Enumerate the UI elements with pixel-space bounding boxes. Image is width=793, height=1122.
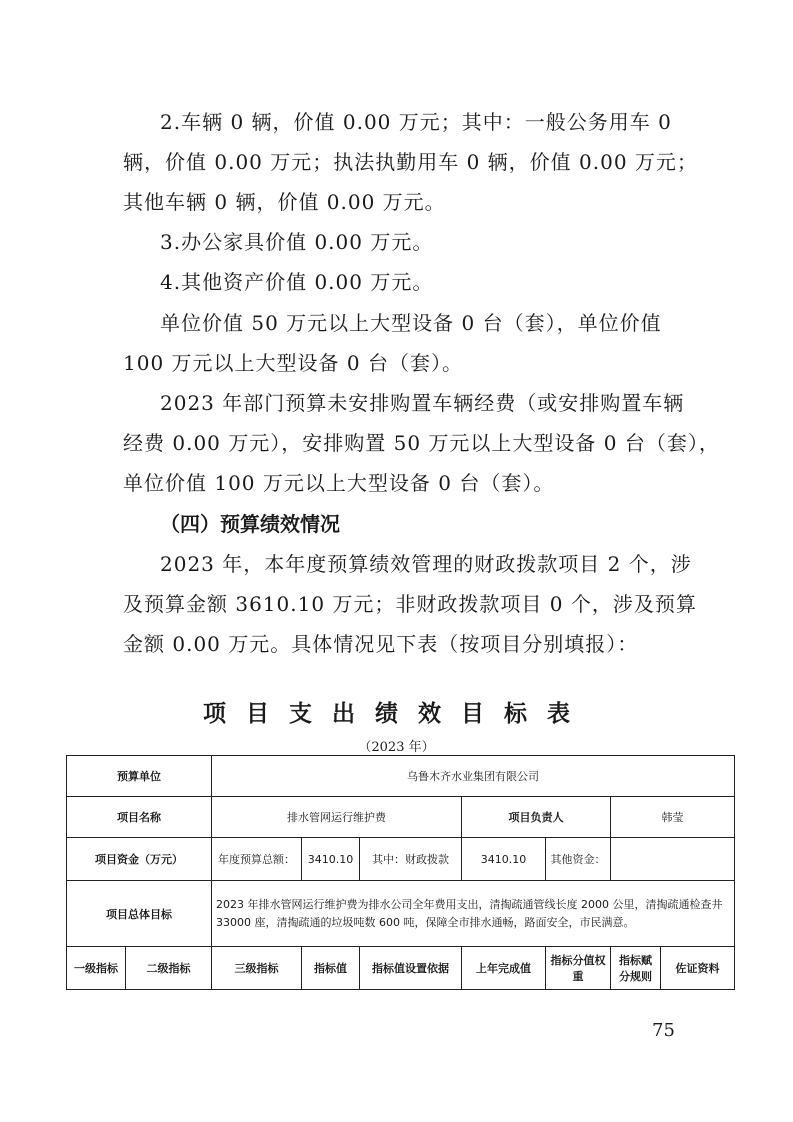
body-line: 2.车辆 0 辆，价值 0.00 万元；其中：一般公务用车 0 bbox=[160, 110, 672, 134]
header-cell: 佐证资料 bbox=[661, 947, 735, 990]
other-value bbox=[611, 838, 735, 881]
body-line: 金额 0.00 万元。具体情况见下表（按项目分别填报）： bbox=[123, 632, 639, 656]
project-label: 项目名称 bbox=[67, 797, 212, 838]
body-line: 4.其他资产价值 0.00 万元。 bbox=[160, 270, 434, 294]
header-cell: 一级指标 bbox=[67, 947, 126, 990]
header-cell: 指标值设置依据 bbox=[360, 947, 462, 990]
fiscal-value: 3410.10 bbox=[462, 838, 546, 881]
header-cell: 二级指标 bbox=[126, 947, 212, 990]
header-cell: 上年完成值 bbox=[462, 947, 546, 990]
leader-value: 韩莹 bbox=[611, 797, 735, 838]
performance-table bbox=[66, 755, 735, 990]
annual-total-value: 3410.10 bbox=[302, 838, 360, 881]
header-cell: 指标分值权重 bbox=[546, 947, 611, 990]
header-cell: 指标赋分规则 bbox=[611, 947, 661, 990]
body-line: 单位价值 100 万元以上大型设备 0 台（套）。 bbox=[123, 471, 555, 495]
unit-value: 乌鲁木齐水业集团有限公司 bbox=[212, 756, 735, 797]
body-line: 经费 0.00 万元），安排购置 50 万元以上大型设备 0 台（套）， bbox=[123, 431, 720, 455]
goal-label: 项目总体目标 bbox=[67, 881, 212, 947]
body-line: 及预算金额 3610.10 万元；非财政拨款项目 0 个，涉及预算 bbox=[123, 592, 697, 616]
header-cell: 三级指标 bbox=[212, 947, 302, 990]
section-heading: （四）预算绩效情况 bbox=[160, 512, 340, 536]
project-value: 排水管网运行维护费 bbox=[212, 797, 462, 838]
goal-text: 2023 年排水管网运行维护费为排水公司全年费用支出，清掏疏通管线长度 2000 公里，清掏疏通检查井 33000 座，清掏疏通的垃圾吨数 600 吨，保障全市排水通畅，路面安全，市民满意。 bbox=[212, 881, 735, 947]
body-line: 辆，价值 0.00 万元；执法执勤用车 0 辆，价值 0.00 万元； bbox=[123, 150, 698, 174]
body-line: 2023 年部门预算未安排购置车辆经费（或安排购置车辆 bbox=[160, 391, 685, 415]
page-number: 75 bbox=[652, 1020, 675, 1041]
header-cell: 指标值 bbox=[302, 947, 360, 990]
funds-label: 项目资金（万元） bbox=[67, 838, 212, 881]
body-line: 3.办公家具价值 0.00 万元。 bbox=[160, 230, 434, 254]
body-line: 100 万元以上大型设备 0 台（套）。 bbox=[123, 351, 463, 375]
body-line: 2023 年，本年度预算绩效管理的财政拨款项目 2 个，涉 bbox=[160, 552, 692, 576]
body-line: 单位价值 50 万元以上大型设备 0 台（套），单位价值 bbox=[160, 311, 662, 335]
unit-label: 预算单位 bbox=[67, 756, 212, 797]
table-year: （2023 年） bbox=[358, 740, 435, 755]
body-line: 其他车辆 0 辆，价值 0.00 万元。 bbox=[123, 190, 446, 214]
table-title: 项目支出绩效目标表 bbox=[203, 700, 590, 727]
fiscal-label: 其中：财政拨款 bbox=[360, 838, 462, 881]
annual-total-label: 年度预算总额： bbox=[212, 838, 302, 881]
other-label: 其他资金： bbox=[546, 838, 611, 881]
leader-label: 项目负责人 bbox=[462, 797, 611, 838]
